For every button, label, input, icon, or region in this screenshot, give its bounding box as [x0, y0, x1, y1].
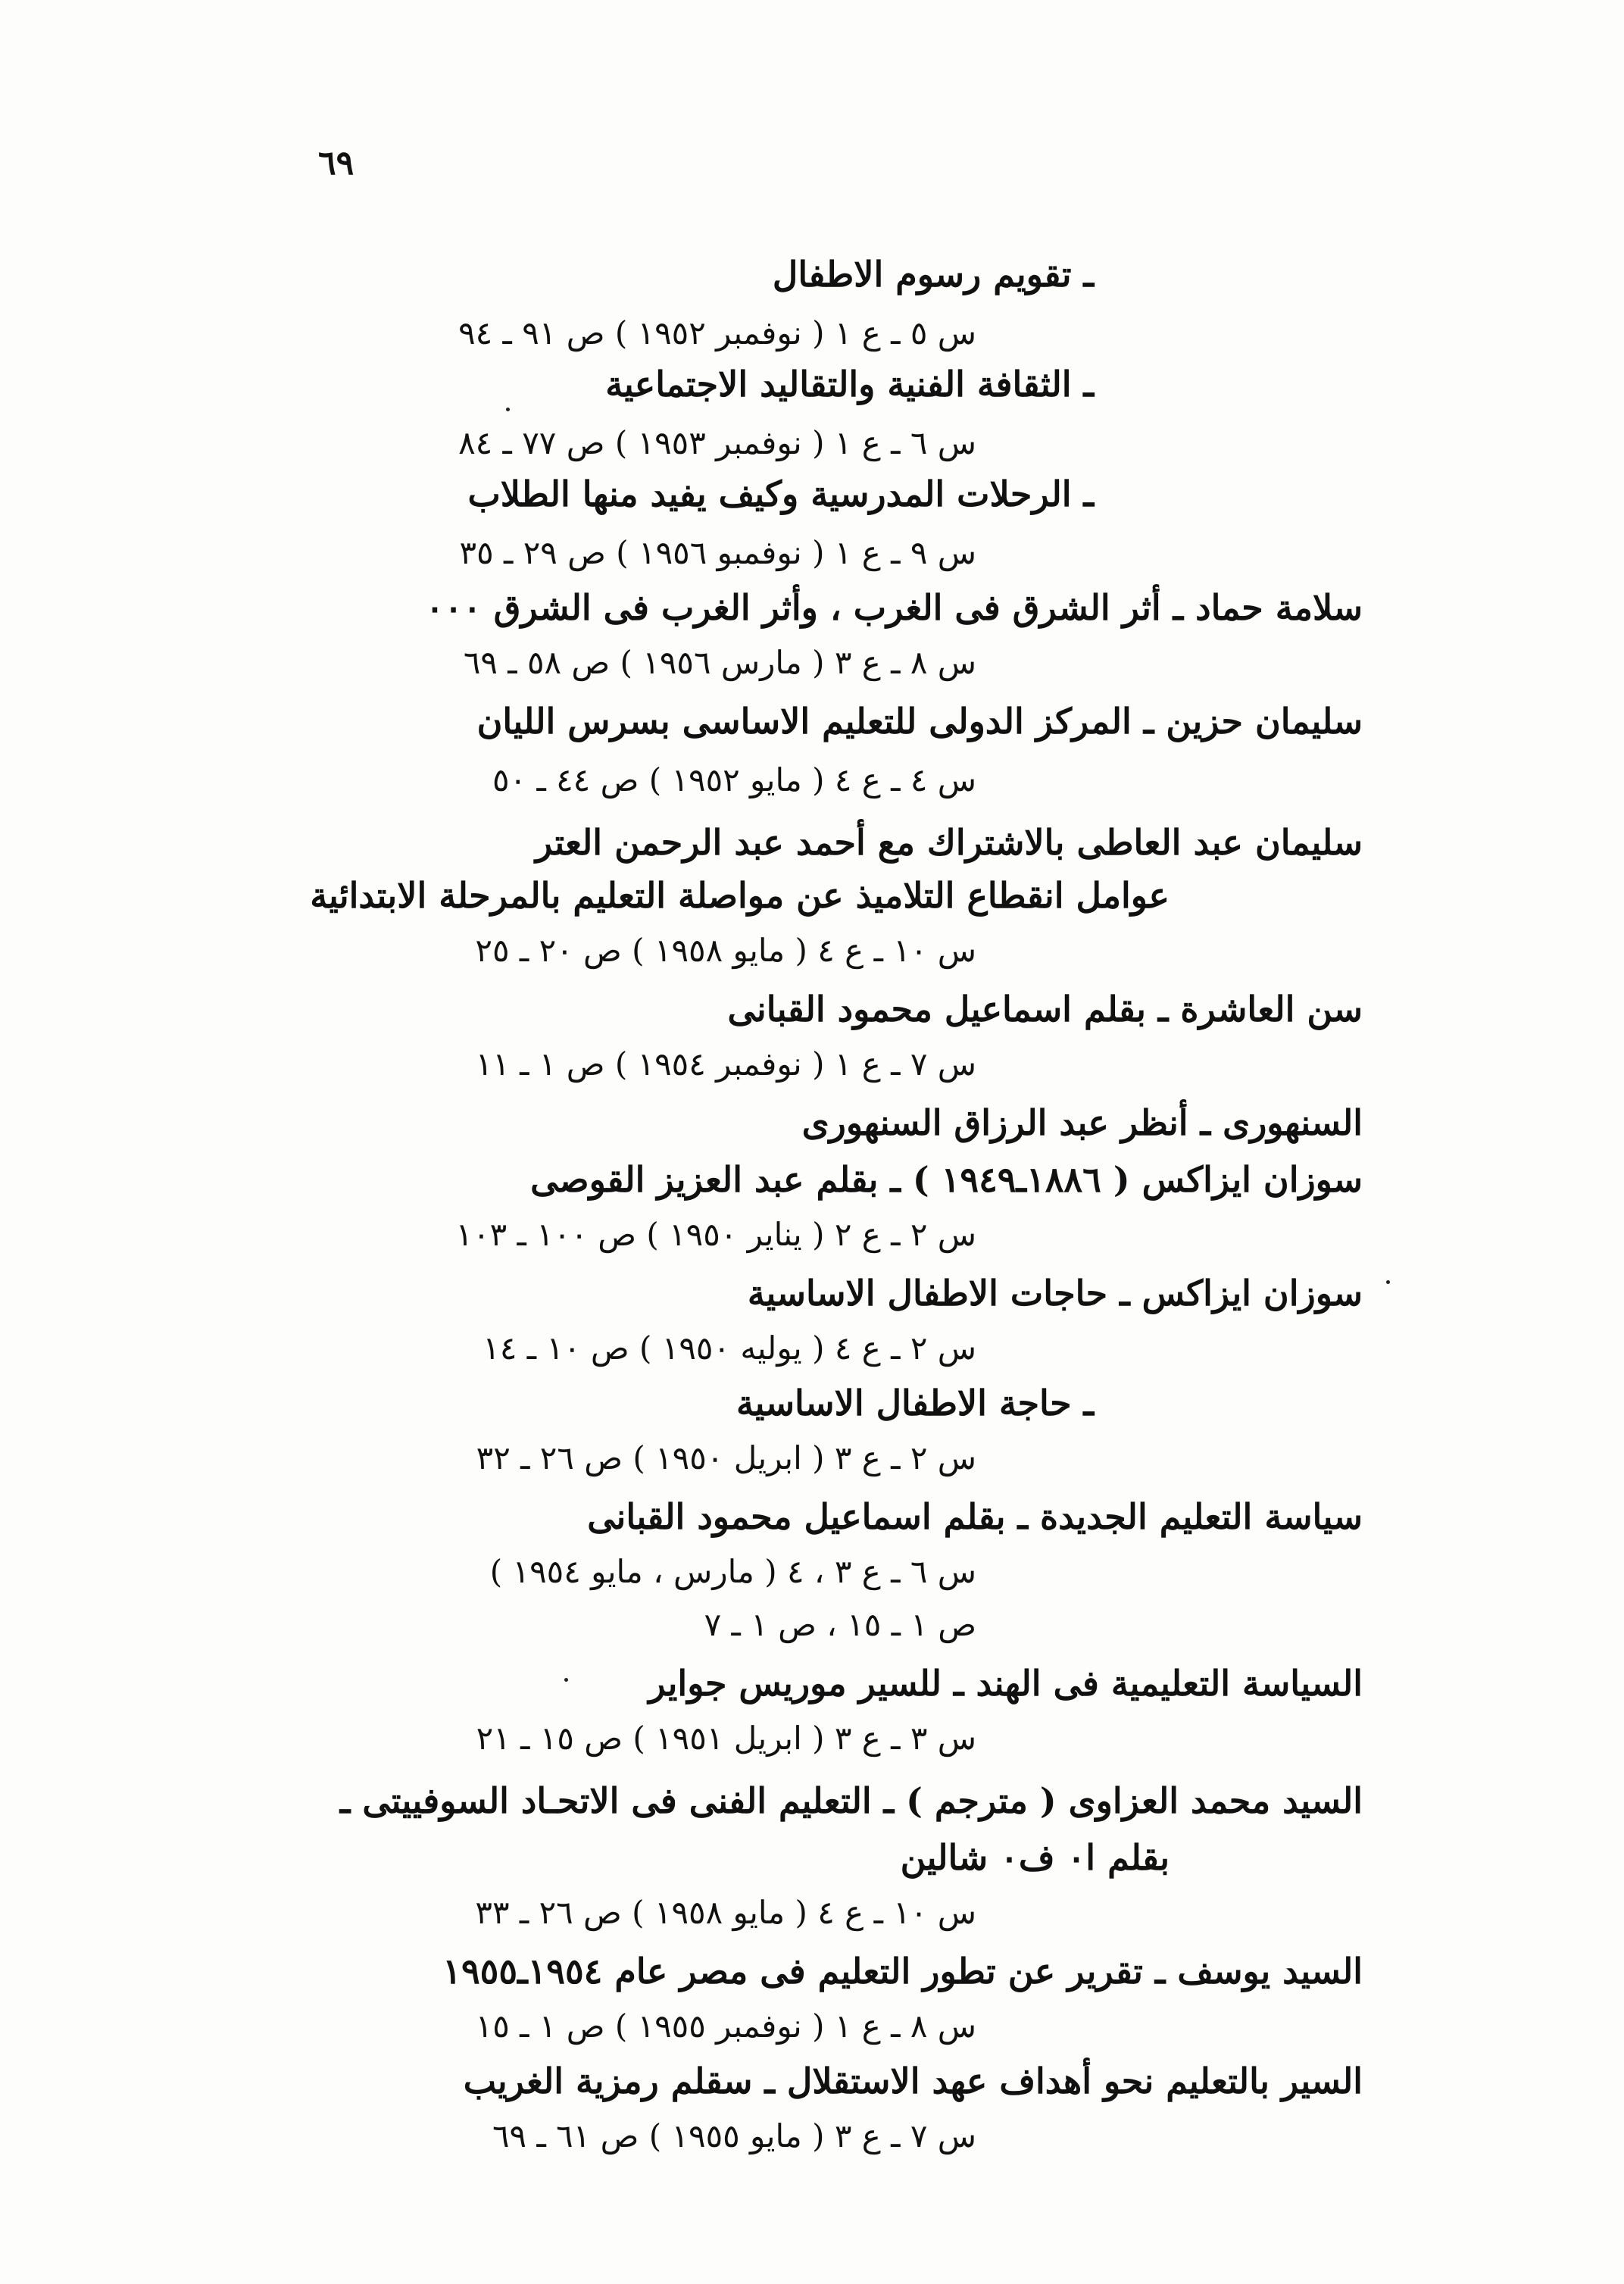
entry-reference: س ٨ ـ ع ١ ( نوفمبر ١٩٥٥ ) ص ١ ـ ١٥ [475, 2007, 976, 2045]
entry-reference: س ٨ ـ ع ٣ ( مارس ١٩٥٦ ) ص ٥٨ ـ ٦٩ [463, 644, 976, 681]
entry-reference: س ٦ ـ ع ٣ ، ٤ ( مارس ، مايو ١٩٥٤ ) [489, 1553, 976, 1590]
entry-reference: س ٩ ـ ع ١ ( نوفمبو ١٩٥٦ ) ص ٢٩ ـ ٣٥ [459, 534, 976, 571]
entry-title: عوامل انقطاع التلاميذ عن مواصلة التعليم بالمرحلة الابتدائية [310, 875, 1170, 916]
entry-title: سياسة التعليم الجديدة ـ بقلم اسماعيل محمود القبانى [587, 1496, 1363, 1537]
entry-title: ـ الثقافة الفنية والتقاليد الاجتماعية [605, 364, 1094, 405]
entry-reference: ص ١ ـ ١٥ ، ص ١ ـ ٧ [704, 1606, 976, 1643]
entry-reference: س ٣ ـ ع ٣ ( ابريل ١٩٥١ ) ص ١٥ ـ ٢١ [476, 1720, 976, 1757]
scan-speck [506, 408, 510, 411]
entry-title: بقلم ا٠ ف٠ شالين [900, 1837, 1170, 1878]
scan-speck [1386, 1280, 1390, 1284]
entry-title: سليمان حزين ـ المركز الدولى للتعليم الاساسى بسرس الليان [476, 701, 1363, 742]
entry-title: السير بالتعليم نحو أهداف عهد الاستقلال ـ سقلم رمزية الغريب [463, 2061, 1363, 2101]
entry-reference: س ٥ ـ ع ١ ( نوفمبر ١٩٥٢ ) ص ٩١ ـ ٩٤ [458, 314, 976, 352]
entry-reference: س ٦ ـ ع ١ ( نوفمبر ١٩٥٣ ) ص ٧٧ ـ ٨٤ [458, 424, 976, 461]
entry-title: سوزان ايزاكس ـ حاجات الاطفال الاساسية [747, 1273, 1363, 1314]
page-number: ٦٩ [318, 144, 354, 183]
entry-reference: س ٧ ـ ع ٣ ( مايو ١٩٥٥ ) ص ٦١ ـ ٦٩ [492, 2117, 976, 2154]
scan-speck [564, 1678, 568, 1682]
entry-title: السيد محمد العزاوى ( مترجم ) ـ التعليم الفنى فى الاتحـاد السوفييتى ـ [339, 1780, 1363, 1821]
entry-title: ـ حاجة الاطفال الاساسية [735, 1383, 1094, 1423]
entry-title: سلامة حماد ـ أثر الشرق فى الغرب ، وأثر الغرب فى الشرق ٠٠٠ [425, 587, 1363, 628]
entry-title: ـ الرحلات المدرسية وكيف يفيد منها الطلاب [467, 473, 1094, 514]
entry-title: سليمان عبد العاطى بالاشتراك مع أحمد عبد الرحمن العتر [535, 822, 1363, 863]
entry-reference: س ١٠ ـ ع ٤ ( مايو ١٩٥٨ ) ص ٢٠ ـ ٢٥ [475, 932, 976, 969]
entry-title: السياسة التعليمية فى الهند ـ للسير موريس جواير [648, 1663, 1363, 1704]
entry-title: سوزان ايزاكس ( ١٨٨٦ـ١٩٤٩ ) ـ بقلم عبد العزيز القوصى [530, 1159, 1363, 1200]
entry-reference: س ٤ ـ ع ٤ ( مايو ١٩٥٢ ) ص ٤٤ ـ ٥٠ [492, 761, 976, 798]
entry-reference: س ٧ ـ ع ١ ( نوفمبر ١٩٥٤ ) ص ١ ـ ١١ [475, 1045, 976, 1083]
entry-reference: س ٢ ـ ع ٣ ( ابريل ١٩٥٠ ) ص ٢٦ ـ ٣٢ [476, 1439, 976, 1476]
entry-reference: س ٢ ـ ع ٤ ( يوليه ١٩٥٠ ) ص ١٠ ـ ١٤ [483, 1329, 976, 1367]
entry-title: ـ تقويم رسوم الاطفال [772, 254, 1094, 295]
entry-reference: س ٢ ـ ع ٢ ( يناير ١٩٥٠ ) ص ١٠٠ ـ ١٠٣ [455, 1216, 976, 1253]
entry-title: السنهورى ـ أنظر عبد الرزاق السنهورى [801, 1102, 1363, 1143]
entry-title: السيد يوسف ـ تقرير عن تطور التعليم فى مصر عام ١٩٥٤ـ١٩٥٥ [442, 1951, 1363, 1992]
entry-reference: س ١٠ ـ ع ٤ ( مايو ١٩٥٨ ) ص ٢٦ ـ ٣٣ [475, 1894, 976, 1931]
entry-title: سن العاشرة ـ بقلم اسماعيل محمود القبانى [727, 989, 1363, 1030]
